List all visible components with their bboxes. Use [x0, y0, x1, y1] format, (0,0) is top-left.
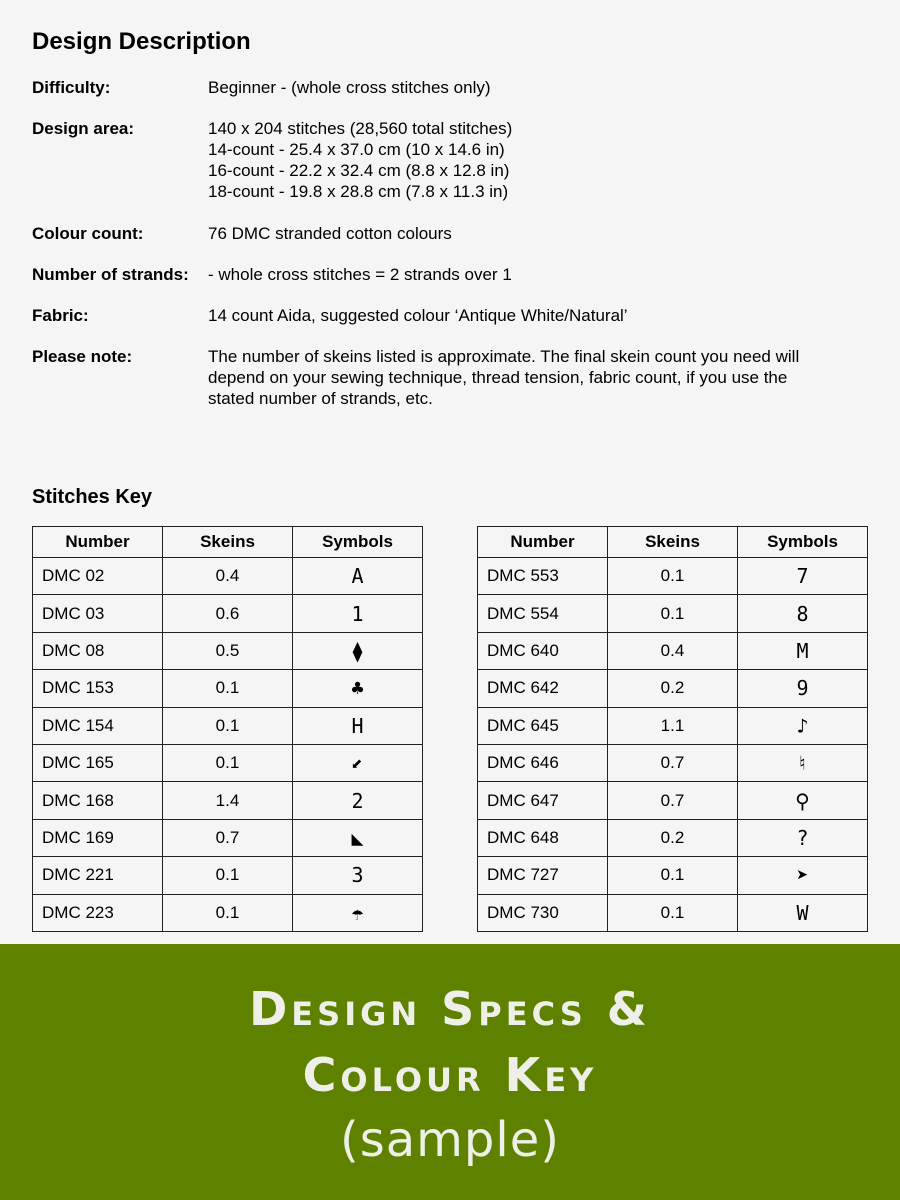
stitch-symbol: ◣	[293, 819, 423, 856]
dmc-number: DMC 153	[33, 670, 163, 707]
table-row	[33, 595, 423, 632]
stitch-symbol: ⚲	[738, 782, 868, 819]
spec-line: The number of skeins listed is approximate. The final skein count you need will	[208, 347, 800, 366]
spec-colour-count	[32, 223, 852, 244]
table-row	[478, 632, 868, 669]
stitch-symbol: 2	[293, 782, 423, 819]
spec-value	[208, 118, 852, 202]
dmc-number: DMC 553	[478, 558, 608, 595]
skein-count: 0.1	[608, 894, 738, 931]
dmc-number: DMC 221	[33, 857, 163, 894]
skein-count: 0.7	[608, 782, 738, 819]
stitch-symbol: 7	[738, 558, 868, 595]
table-row	[33, 558, 423, 595]
column-header-number: Number	[33, 527, 163, 558]
table-row	[478, 782, 868, 819]
skein-count: 0.5	[163, 632, 293, 669]
skein-count: 0.1	[163, 744, 293, 781]
column-header-number: Number	[478, 527, 608, 558]
dmc-number: DMC 165	[33, 744, 163, 781]
skein-count: 0.1	[163, 894, 293, 931]
stitch-symbol: ♮	[738, 744, 868, 781]
spec-line: 76 DMC stranded cotton colours	[208, 224, 452, 243]
spec-strands	[32, 264, 852, 285]
table-row	[478, 558, 868, 595]
dmc-number: DMC 645	[478, 707, 608, 744]
dmc-number: DMC 646	[478, 744, 608, 781]
dmc-number: DMC 554	[478, 595, 608, 632]
dmc-number: DMC 168	[33, 782, 163, 819]
spec-label: Design area:	[32, 119, 135, 138]
dmc-number: DMC 08	[33, 632, 163, 669]
skein-count: 0.2	[608, 819, 738, 856]
dmc-number: DMC 154	[33, 707, 163, 744]
stitch-symbol: ⧫	[293, 632, 423, 669]
spec-label: Please note:	[32, 347, 133, 366]
spec-line: 140 x 204 stitches (28,560 total stitches)	[208, 119, 513, 138]
table-row	[478, 857, 868, 894]
column-header-symbols: Symbols	[293, 527, 423, 558]
stitch-symbol: ♪	[738, 707, 868, 744]
column-header-skeins: Skeins	[608, 527, 738, 558]
skein-count: 1.4	[163, 782, 293, 819]
table-row	[33, 894, 423, 931]
spec-please-note	[32, 346, 852, 409]
spec-line: Beginner - (whole cross stitches only)	[208, 78, 491, 97]
banner-subtitle: (sample)	[340, 1112, 560, 1168]
spec-value	[208, 305, 852, 326]
banner-title-line-1: Design Specs &	[249, 982, 651, 1036]
spec-difficulty	[32, 77, 852, 98]
stitch-symbol: ♣	[293, 670, 423, 707]
skein-count: 0.1	[608, 595, 738, 632]
stitch-symbol: H	[293, 707, 423, 744]
stitches-key-table-left	[32, 526, 423, 932]
skein-count: 0.1	[608, 857, 738, 894]
stitches-key-title: Stitches Key	[32, 486, 153, 508]
table-row	[33, 819, 423, 856]
spec-value	[208, 264, 852, 285]
spec-fabric	[32, 305, 852, 326]
skein-count: 0.6	[163, 595, 293, 632]
skein-count: 0.1	[608, 558, 738, 595]
table-row	[33, 707, 423, 744]
spec-value	[208, 346, 852, 409]
dmc-number: DMC 03	[33, 595, 163, 632]
spec-label: Fabric:	[32, 306, 89, 325]
spec-line: - whole cross stitches = 2 strands over 1	[208, 265, 512, 284]
skein-count: 0.4	[608, 632, 738, 669]
table-row	[33, 632, 423, 669]
table-row	[478, 595, 868, 632]
spec-value	[208, 223, 852, 244]
skein-count: 0.4	[163, 558, 293, 595]
title-banner	[0, 944, 900, 1200]
stitch-symbol: ?	[738, 819, 868, 856]
dmc-number: DMC 647	[478, 782, 608, 819]
skein-count: 1.1	[608, 707, 738, 744]
stitch-symbol: W	[738, 894, 868, 931]
skein-count: 0.1	[163, 707, 293, 744]
skein-count: 0.7	[608, 744, 738, 781]
stitch-symbol: 1	[293, 595, 423, 632]
stitch-symbol: ⬋	[293, 744, 423, 781]
spec-label: Colour count:	[32, 224, 144, 243]
table-row	[33, 857, 423, 894]
spec-line: 18-count - 19.8 x 28.8 cm (7.8 x 11.3 in)	[208, 182, 509, 201]
dmc-number: DMC 223	[33, 894, 163, 931]
dmc-number: DMC 169	[33, 819, 163, 856]
table-row	[33, 670, 423, 707]
dmc-number: DMC 02	[33, 558, 163, 595]
dmc-number: DMC 648	[478, 819, 608, 856]
stitch-symbol: 9	[738, 670, 868, 707]
dmc-number: DMC 642	[478, 670, 608, 707]
stitch-symbol: ☂	[293, 894, 423, 931]
spec-line: 16-count - 22.2 x 32.4 cm (8.8 x 12.8 in)	[208, 161, 510, 180]
skein-count: 0.1	[163, 670, 293, 707]
skein-count: 0.1	[163, 857, 293, 894]
spec-design-area	[32, 118, 852, 202]
table-row	[478, 707, 868, 744]
spec-line: 14-count - 25.4 x 37.0 cm (10 x 14.6 in)	[208, 140, 505, 159]
stitch-symbol: ➤	[738, 857, 868, 894]
table-row	[33, 744, 423, 781]
spec-label: Number of strands:	[32, 265, 189, 284]
dmc-number: DMC 730	[478, 894, 608, 931]
stitch-symbol: 3	[293, 857, 423, 894]
dmc-number: DMC 727	[478, 857, 608, 894]
spec-line: depend on your sewing technique, thread tension, fabric count, if you use the	[208, 368, 788, 387]
table-row	[33, 782, 423, 819]
column-header-symbols: Symbols	[738, 527, 868, 558]
stitches-key-table-right	[477, 526, 868, 932]
spec-line: 14 count Aida, suggested colour ‘Antique White/Natural’	[208, 306, 628, 325]
spec-value	[208, 77, 852, 98]
banner-title-line-2: Colour Key	[302, 1048, 598, 1102]
skein-count: 0.2	[608, 670, 738, 707]
stitch-symbol: A	[293, 558, 423, 595]
stitch-symbol: 8	[738, 595, 868, 632]
table-row	[478, 670, 868, 707]
table-row	[478, 894, 868, 931]
page-title: Design Description	[32, 28, 251, 55]
spec-line: stated number of strands, etc.	[208, 389, 433, 408]
spec-label: Difficulty:	[32, 78, 111, 97]
table-row	[478, 819, 868, 856]
stitch-symbol: M	[738, 632, 868, 669]
dmc-number: DMC 640	[478, 632, 608, 669]
column-header-skeins: Skeins	[163, 527, 293, 558]
table-header-row	[33, 527, 423, 558]
table-row	[478, 744, 868, 781]
skein-count: 0.7	[163, 819, 293, 856]
table-header-row	[478, 527, 868, 558]
